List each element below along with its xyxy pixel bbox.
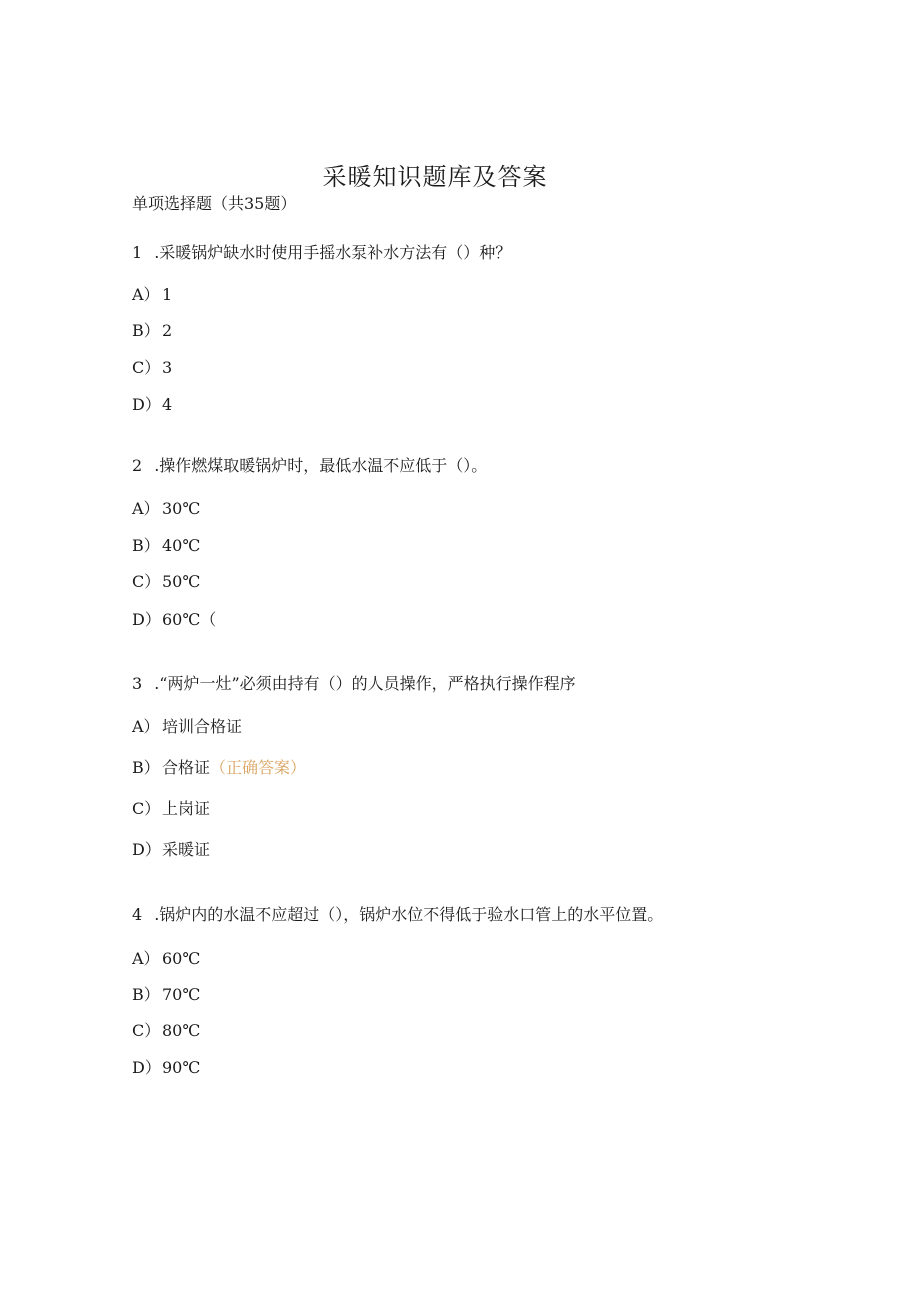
option-text: 40℃ [162, 536, 201, 555]
option-text: 60℃ [162, 949, 201, 968]
option-1-a [132, 283, 172, 307]
question-1 [132, 241, 511, 265]
option-2-c [132, 570, 200, 594]
option-letter: C） [132, 572, 161, 591]
question-3 [132, 672, 576, 696]
option-text: 1 [162, 285, 173, 304]
option-letter: C） [132, 1021, 161, 1040]
option-3-b [132, 756, 306, 780]
option-1-b [132, 319, 172, 343]
option-4-d [132, 1056, 200, 1080]
option-letter: C） [132, 358, 161, 377]
option-letter: D） [132, 1058, 161, 1077]
option-text: 培训合格证 [162, 717, 243, 736]
question-text: .操作燃煤取暖锅炉时，最低水温不应低于（）。 [154, 456, 488, 475]
option-text: 50℃ [162, 572, 201, 591]
option-letter: D） [132, 395, 161, 414]
correct-answer-mark: （正确答案） [210, 758, 307, 777]
option-letter: B） [132, 985, 160, 1004]
option-4-a [132, 947, 200, 971]
question-2 [132, 454, 487, 478]
option-text: 80℃ [162, 1021, 201, 1040]
option-letter: D） [132, 840, 161, 859]
option-text: 30℃ [162, 499, 201, 518]
question-text: .“两炉一灶”必须由持有（）的人员操作，严格执行操作程序 [154, 674, 576, 693]
option-letter: A） [132, 717, 160, 736]
option-2-a [132, 497, 200, 521]
option-1-c [132, 356, 172, 380]
option-4-b [132, 983, 200, 1007]
section-heading: 单项选择题（共35题） [132, 194, 297, 213]
option-letter: B） [132, 536, 160, 555]
question-number: 4 [132, 905, 143, 924]
option-text: 60℃（ [162, 610, 217, 629]
question-number: 1 [132, 243, 143, 262]
option-letter: A） [132, 949, 160, 968]
option-letter: A） [132, 285, 160, 304]
option-text: 70℃ [162, 985, 201, 1004]
option-letter: D） [132, 610, 161, 629]
option-2-d [132, 608, 216, 632]
question-text: .锅炉内的水温不应超过（），锅炉水位不得低于验水口管上的水平位置。 [154, 905, 664, 924]
option-3-d [132, 838, 210, 862]
question-4 [132, 903, 663, 927]
option-3-a [132, 715, 242, 739]
page-title: 采暖知识题库及答案 [322, 163, 548, 191]
question-text: .采暖锅炉缺水时使用手摇水泵补水方法有（）种？ [154, 243, 512, 262]
option-text: 采暖证 [162, 840, 211, 859]
option-text: 4 [162, 395, 173, 414]
option-letter: B） [132, 758, 160, 777]
option-letter: B） [132, 321, 160, 340]
option-text: 上岗证 [162, 799, 211, 818]
option-1-d [132, 393, 172, 417]
option-text: 2 [162, 321, 173, 340]
option-text: 3 [162, 358, 173, 377]
option-letter: C） [132, 799, 161, 818]
option-text: 90℃ [162, 1058, 201, 1077]
question-number: 2 [132, 456, 143, 475]
question-number: 3 [132, 674, 143, 693]
option-4-c [132, 1019, 200, 1043]
option-3-c [132, 797, 210, 821]
option-2-b [132, 534, 200, 558]
option-letter: A） [132, 499, 160, 518]
option-text: 合格证 [162, 758, 211, 777]
